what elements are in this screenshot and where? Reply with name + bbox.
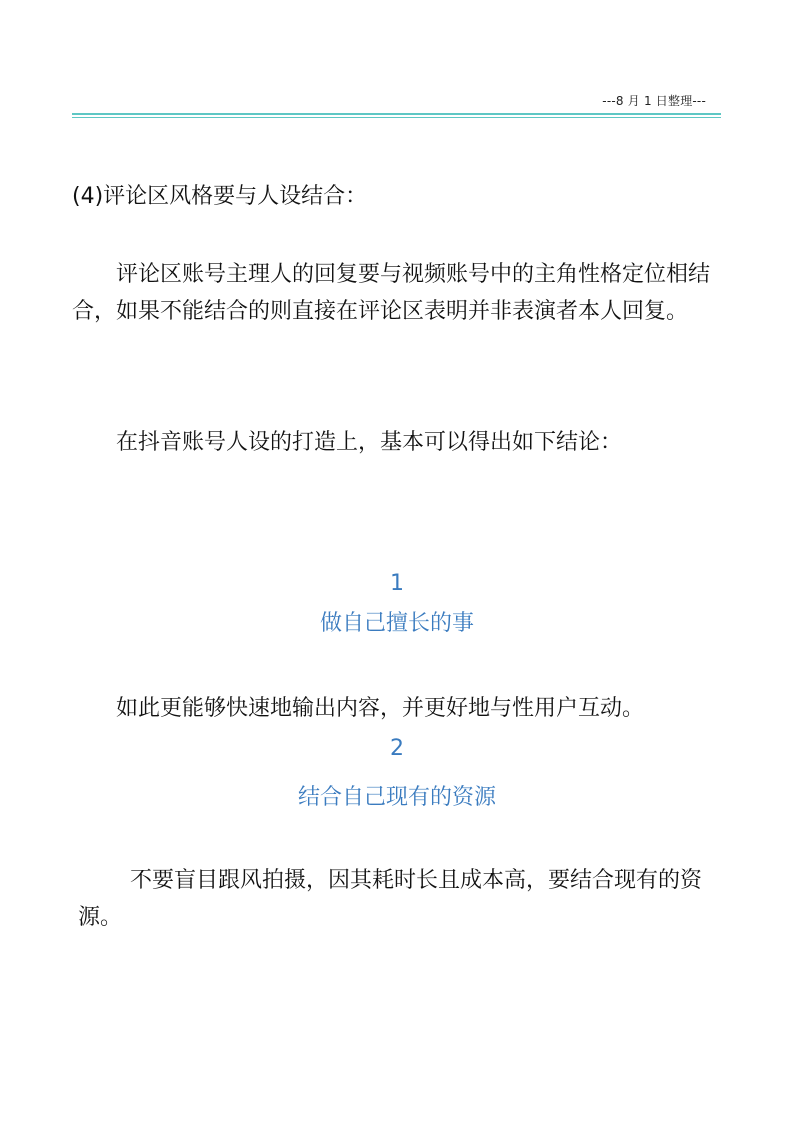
section-title: (4)评论区风格要与人设结合： xyxy=(72,184,368,209)
header-divider-thin xyxy=(72,117,721,118)
comment-reply-paragraph: 评论区账号主理人的回复要与视频账号中的主角性格定位相结合，如果不能结合的则直接在评论区表明并非表演者本人回复。 xyxy=(72,262,711,324)
conclusion-intro-paragraph: 在抖音账号人设的打造上，基本可以得出如下结论： xyxy=(116,430,623,455)
point-number-2: 2 xyxy=(390,736,404,761)
point-heading-1: 做自己擅长的事 xyxy=(319,611,474,636)
point-body-2: 不要盲目跟风拍摄，因其耗时长且成本高，要结合现有的资源。 xyxy=(78,868,703,930)
header-date-note: ---8 月 1 日整理--- xyxy=(602,94,706,108)
point-number-1: 1 xyxy=(390,571,404,596)
point-body-1: 如此更能够快速地输出内容，并更好地与性用户互动。 xyxy=(116,696,645,721)
point-heading-2: 结合自己现有的资源 xyxy=(297,785,496,810)
header-divider xyxy=(72,113,721,115)
